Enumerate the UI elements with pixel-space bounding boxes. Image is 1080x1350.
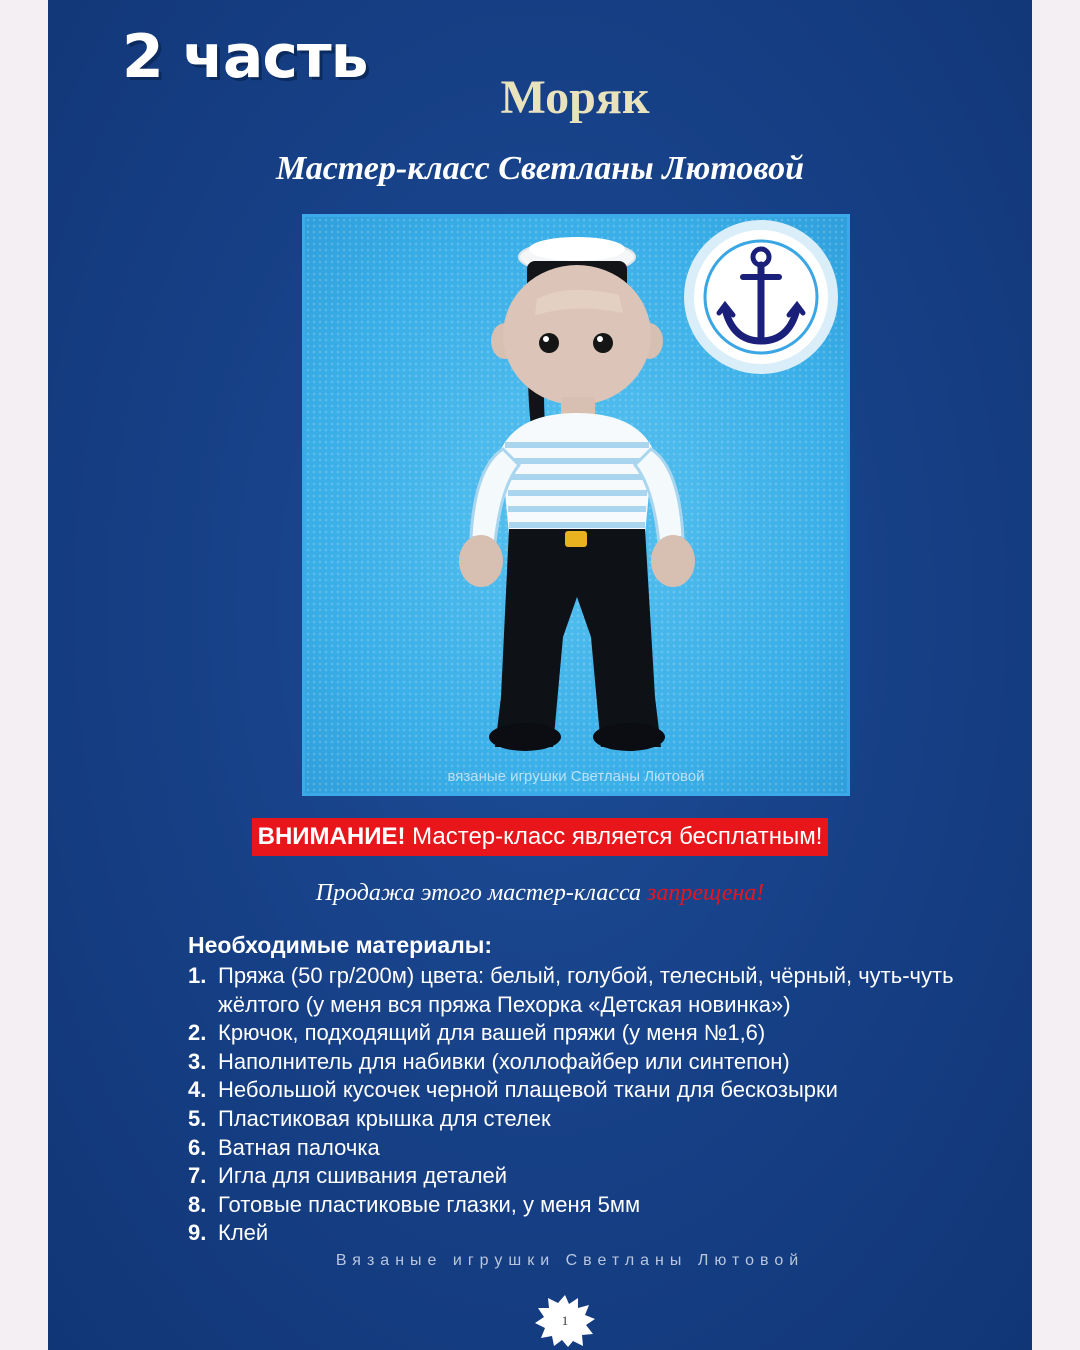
photo-watermark: вязаные игрушки Светланы Лютовой [447, 768, 705, 785]
item-number: 3. [188, 1048, 207, 1074]
warning-bold: ВНИМАНИЕ! [257, 823, 406, 850]
item-text: Клей [218, 1220, 269, 1246]
page-title: Моряк [500, 71, 650, 124]
page-number-badge [535, 1295, 595, 1347]
subtitle: Мастер-класс Светланы Лютовой [275, 150, 805, 187]
item-text: Ватная палочка [218, 1134, 380, 1160]
item-text: Небольшой кусочек черной плащевой ткани для бескозырки [218, 1077, 838, 1103]
sailor-doll [459, 237, 695, 751]
materials-list [188, 962, 988, 1248]
list-item [188, 1019, 988, 1048]
free-notice-box [252, 818, 829, 856]
item-text: Игла для сшивания деталей [218, 1163, 508, 1189]
item-number: 6. [188, 1134, 207, 1160]
page-number: 1 [561, 1313, 569, 1328]
materials-heading: Необходимые материалы: [188, 932, 493, 958]
item-number: 8. [188, 1191, 207, 1217]
item-text: Готовые пластиковые глазки, у меня 5мм [218, 1191, 641, 1217]
sale-text: Продажа этого мастер-класса [315, 880, 647, 906]
item-number: 2. [188, 1020, 207, 1046]
list-item [188, 1134, 988, 1163]
materials-section [188, 930, 988, 1248]
page-footer: Вязаные игрушки Светланы Лютовой [335, 1252, 805, 1269]
item-number: 1. [188, 963, 207, 988]
item-text: Крючок, подходящий для вашей пряжи (у меня №1,6) [218, 1020, 766, 1046]
sailor-doll-illustration [305, 217, 847, 793]
part-label: 2 часть [122, 22, 368, 92]
sailor-doll-photo [302, 214, 850, 796]
item-text: Наполнитель для набивки (холлофайбер или синтепон) [218, 1048, 790, 1074]
item-number: 5. [188, 1105, 207, 1131]
free-notice [48, 818, 1032, 856]
list-item [188, 1105, 988, 1134]
sale-forbidden: запрещена! [646, 880, 765, 906]
anchor-badge-icon [689, 225, 833, 369]
item-number: 4. [188, 1077, 207, 1103]
item-text: Пластиковая крышка для стелек [218, 1105, 551, 1131]
list-item [188, 1162, 988, 1191]
item-text: Пряжа (50 гр/200м) цвета: белый, голубой, телесный, чёрный, чуть-чуть жёлтого (у меня вся пряжа Пехорка «Детская новинка») [218, 963, 954, 1017]
list-item [188, 1076, 988, 1105]
item-number: 7. [188, 1163, 207, 1189]
sale-notice [48, 880, 1032, 907]
list-item [188, 1048, 988, 1077]
item-number: 9. [188, 1220, 207, 1246]
list-item [188, 1191, 988, 1220]
list-item [188, 962, 988, 1019]
warning-text: Мастер-класс является бесплатным! [405, 823, 823, 850]
document-page [48, 0, 1032, 1350]
list-item [188, 1219, 988, 1248]
